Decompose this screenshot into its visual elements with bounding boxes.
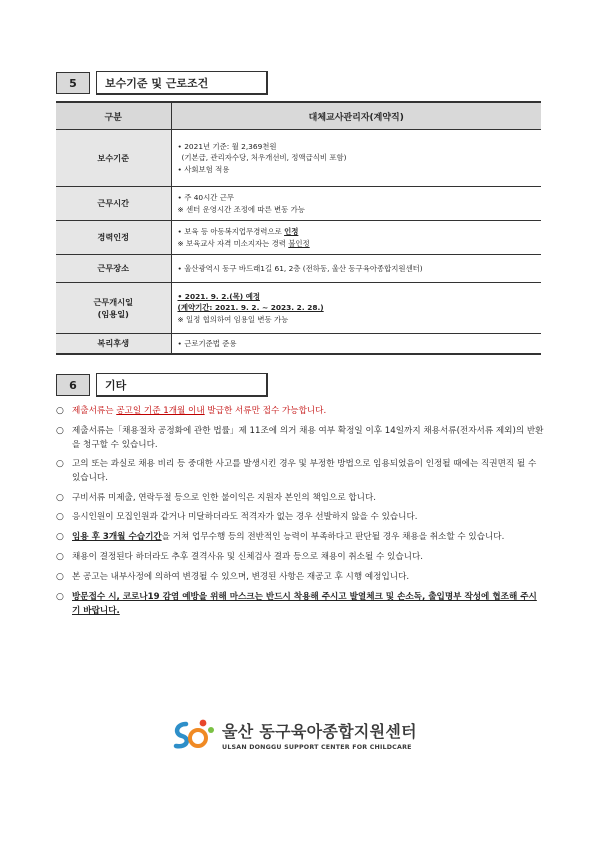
org-name-en: ULSAN DONGGU SUPPORT CENTER FOR CHILDCARE xyxy=(222,744,412,751)
row-content-salary xyxy=(171,130,541,187)
salary-line: (기본급, 관리자수당, 처우개선비, 정액급식비 포함) xyxy=(181,153,347,163)
table-row xyxy=(56,334,541,354)
row-content-location xyxy=(171,255,541,283)
note-text-segment: 공고일 기준 1개월 이내 xyxy=(116,406,205,416)
table-row xyxy=(56,187,541,221)
career-recognized: 인정 xyxy=(284,227,299,237)
row-content-benefits xyxy=(171,334,541,354)
row-label-career: 경력인정 xyxy=(56,221,171,255)
note-item xyxy=(56,424,544,452)
note-bullet: ○ xyxy=(56,512,64,523)
notes-list xyxy=(56,404,544,623)
note-text-segment: 제출서류는 xyxy=(72,406,117,416)
start-date-line: • 2021. 9. 2.(목) 예정 xyxy=(177,291,260,301)
row-label-start-date xyxy=(56,283,171,334)
note-text: 제출서류는「채용절차 공정화에 관한 법률」제 11조에 의거 채용 여부 확정일 이후 14일까지 채용서류(전자서류 제외)의 반환을 청구할 수 있습니다. xyxy=(72,425,544,451)
table-row xyxy=(56,255,541,283)
row-label-benefits: 복리후생 xyxy=(56,334,171,354)
section-5-title: 보수기준 및 근로조건 xyxy=(96,71,268,95)
org-name-ko: 울산 동구육아종합지원센터 xyxy=(222,722,417,741)
note-bullet: ○ xyxy=(56,571,64,582)
note-item xyxy=(56,590,544,618)
row-label-location: 근무장소 xyxy=(56,255,171,283)
contract-period-line: (계약기간: 2021. 9. 2. ~ 2023. 2. 28.) xyxy=(177,303,324,313)
note-text: 구비서류 미제출, 연락두절 등으로 인한 불이익은 지원자 본인의 책임으로 합니다. xyxy=(72,492,377,503)
conditions-table xyxy=(56,101,541,355)
salary-line: • 2021년 기준: 월 2,369천원 xyxy=(177,141,277,151)
note-item xyxy=(56,404,544,419)
hours-line: ※ 센터 운영시간 조정에 따른 변동 가능 xyxy=(177,204,305,214)
location-line: • 울산광역시 동구 바드래1길 61, 2층 (전하동, 울산 동구육아종합지원센터) xyxy=(177,263,423,273)
career-not-recognized: 불인정 xyxy=(288,238,310,248)
career-line-text: • 보육 등 아동복지업무경력으로 xyxy=(177,227,285,237)
note-text: 채용이 결정된다 하더라도 추후 결격사유 및 신체검사 결과 등으로 채용이 취소될 수 있습니다. xyxy=(72,552,423,563)
note-item xyxy=(56,491,544,506)
table-row xyxy=(56,283,541,334)
org-logo xyxy=(172,718,417,752)
row-content-career xyxy=(171,221,541,255)
row-label-hours: 근무시간 xyxy=(56,187,171,221)
career-line-text: ※ 보육교사 자격 미소지자는 경력 xyxy=(177,238,289,248)
note-bullet: ○ xyxy=(56,552,64,563)
note-text: 방문접수 시, 코로나19 감염 예방을 위해 마스크는 반드시 착용해 주시고 발열체크 및 손소독, 출입명부 작성에 협조해 주시기 바랍니다. xyxy=(72,591,537,616)
career-line xyxy=(178,226,538,237)
hours-line: • 주 40시간 근무 xyxy=(177,193,235,203)
row-label-salary: 보수기준 xyxy=(56,130,171,187)
section-5-number: 5 xyxy=(56,72,90,94)
note-bullet: ○ xyxy=(56,459,64,470)
note-text xyxy=(72,404,544,419)
section-5-header xyxy=(56,71,268,95)
career-line xyxy=(178,238,538,249)
row-content-hours xyxy=(171,187,541,221)
section-6-title: 기타 xyxy=(96,373,268,397)
note-item xyxy=(56,530,544,545)
note-bullet: ○ xyxy=(56,406,64,416)
start-date-label: 근무개시일 xyxy=(93,296,134,307)
note-bullet: ○ xyxy=(56,492,64,503)
note-text: 응시인원이 모집인원과 같거나 미달하더라도 적격자가 없는 경우 선발하지 않을 수 있습니다. xyxy=(72,512,418,523)
note-text-segment: 임용 후 3개월 수습기간 xyxy=(72,532,162,543)
start-date-note: ※ 일정 협의하여 임용일 변동 가능 xyxy=(177,314,289,324)
row-content-start-date xyxy=(171,283,541,334)
benefits-line: • 근로기준법 준용 xyxy=(177,338,237,348)
note-text-segment: 발급한 서류만 접수 가능합니다. xyxy=(204,406,327,416)
note-text: 고의 또는 과실로 채용 비리 등 중대한 사고를 발생시킨 경우 및 부정한 방법으로 임용되었음이 인정될 때에는 직권면직 될 수 있습니다. xyxy=(72,459,537,484)
table-row xyxy=(56,130,541,187)
table-header-row xyxy=(56,102,541,130)
note-bullet: ○ xyxy=(56,591,64,602)
note-bullet: ○ xyxy=(56,425,64,436)
note-text: 본 공고는 내부사정에 의하여 변경될 수 있으며, 변경된 사항은 재공고 후 시행 예정입니다. xyxy=(72,571,410,582)
header-category: 구분 xyxy=(56,102,171,130)
section-6-number: 6 xyxy=(56,374,90,396)
note-item xyxy=(56,550,544,565)
org-logo-icon xyxy=(172,718,216,752)
note-text-segment: 을 거쳐 업무수행 등의 전반적인 능력이 부족하다고 판단될 경우 채용을 취소할 수 있습니다. xyxy=(161,532,505,543)
start-date-label-sub: (임용일) xyxy=(97,309,129,319)
salary-line: • 사회보험 적용 xyxy=(177,164,230,174)
note-text xyxy=(72,530,544,545)
note-item xyxy=(56,457,544,485)
header-position: 대체교사관리자(계약직) xyxy=(171,102,541,130)
table-row xyxy=(56,221,541,255)
note-item xyxy=(56,570,544,585)
note-bullet: ○ xyxy=(56,532,64,543)
note-item xyxy=(56,510,544,525)
section-6-header xyxy=(56,373,268,397)
